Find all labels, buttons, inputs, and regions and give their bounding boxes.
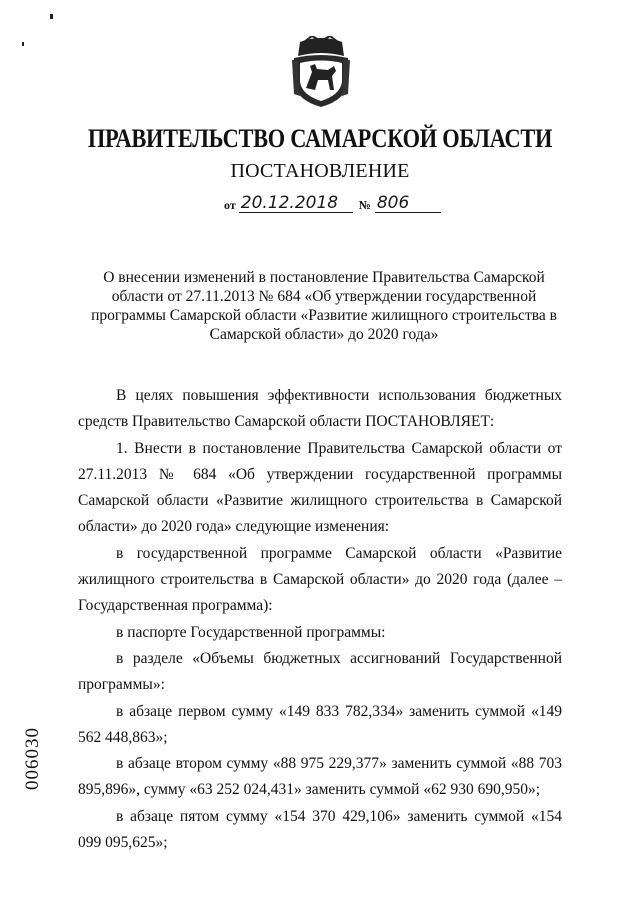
paragraph-abzac-1: в абзаце первом сумму «149 833 782,334» заменить суммой «149 562 448,863»; <box>78 702 562 746</box>
scan-mark <box>50 14 53 19</box>
handwritten-number: 806 <box>375 194 441 213</box>
margin-stamp-number: 006030 <box>22 727 43 790</box>
scan-mark <box>22 42 24 46</box>
paragraph-passport: в паспорте Государственной программы: <box>116 623 386 641</box>
document-subject: О внесении изменений в постановление Правительства Самарской области от 27.11.2013 № 684 «Об утверждении государственной программы Самарской области «Развитие жилищного строительства в Самарской области» до 2020 года» <box>91 269 557 343</box>
government-title: ПРАВИТЕЛЬСТВО САМАРСКОЙ ОБЛАСТИ <box>87 124 553 153</box>
handwritten-date: 20.12.2018 <box>239 194 353 213</box>
document-body <box>78 383 562 856</box>
date-prefix: от <box>224 198 236 212</box>
document-type: ПОСТАНОВЛЕНИЕ <box>230 160 410 182</box>
paragraph-program: в государственной программе Самарской области «Развитие жилищного строительства в Самарской области» до 2020 года (далее – Государственная программа): <box>78 544 562 615</box>
paragraph-section: в разделе «Объемы бюджетных ассигнований Государственной программы»: <box>78 649 562 694</box>
paragraph-item-1: 1. Внести в постановление Правительства Самарской области от 27.11.2013 № 684 «Об утверждении государственной программы Самарской области «Развитие жилищного строительства в Самарской области» до 2020 года» следующие изменения: <box>78 439 562 536</box>
number-sign: № <box>358 198 371 212</box>
paragraph-preamble: В целях повышения эффективности использования бюджетных средств Правительство Самарской области ПОСТАНОВЛЯЕТ: <box>78 387 562 431</box>
paragraph-abzac-2: в абзаце втором сумму «88 975 229,377» заменить суммой «88 703 895,896», сумму «63 252 024,431» заменить суммой «62 930 690,950»; <box>78 755 562 799</box>
paragraph-abzac-5: в абзаце пятом сумму «154 370 429,106» заменить суммой «154 099 095,625»; <box>78 807 562 852</box>
samara-coat-of-arms-icon <box>290 36 352 108</box>
date-number-line <box>224 194 441 213</box>
